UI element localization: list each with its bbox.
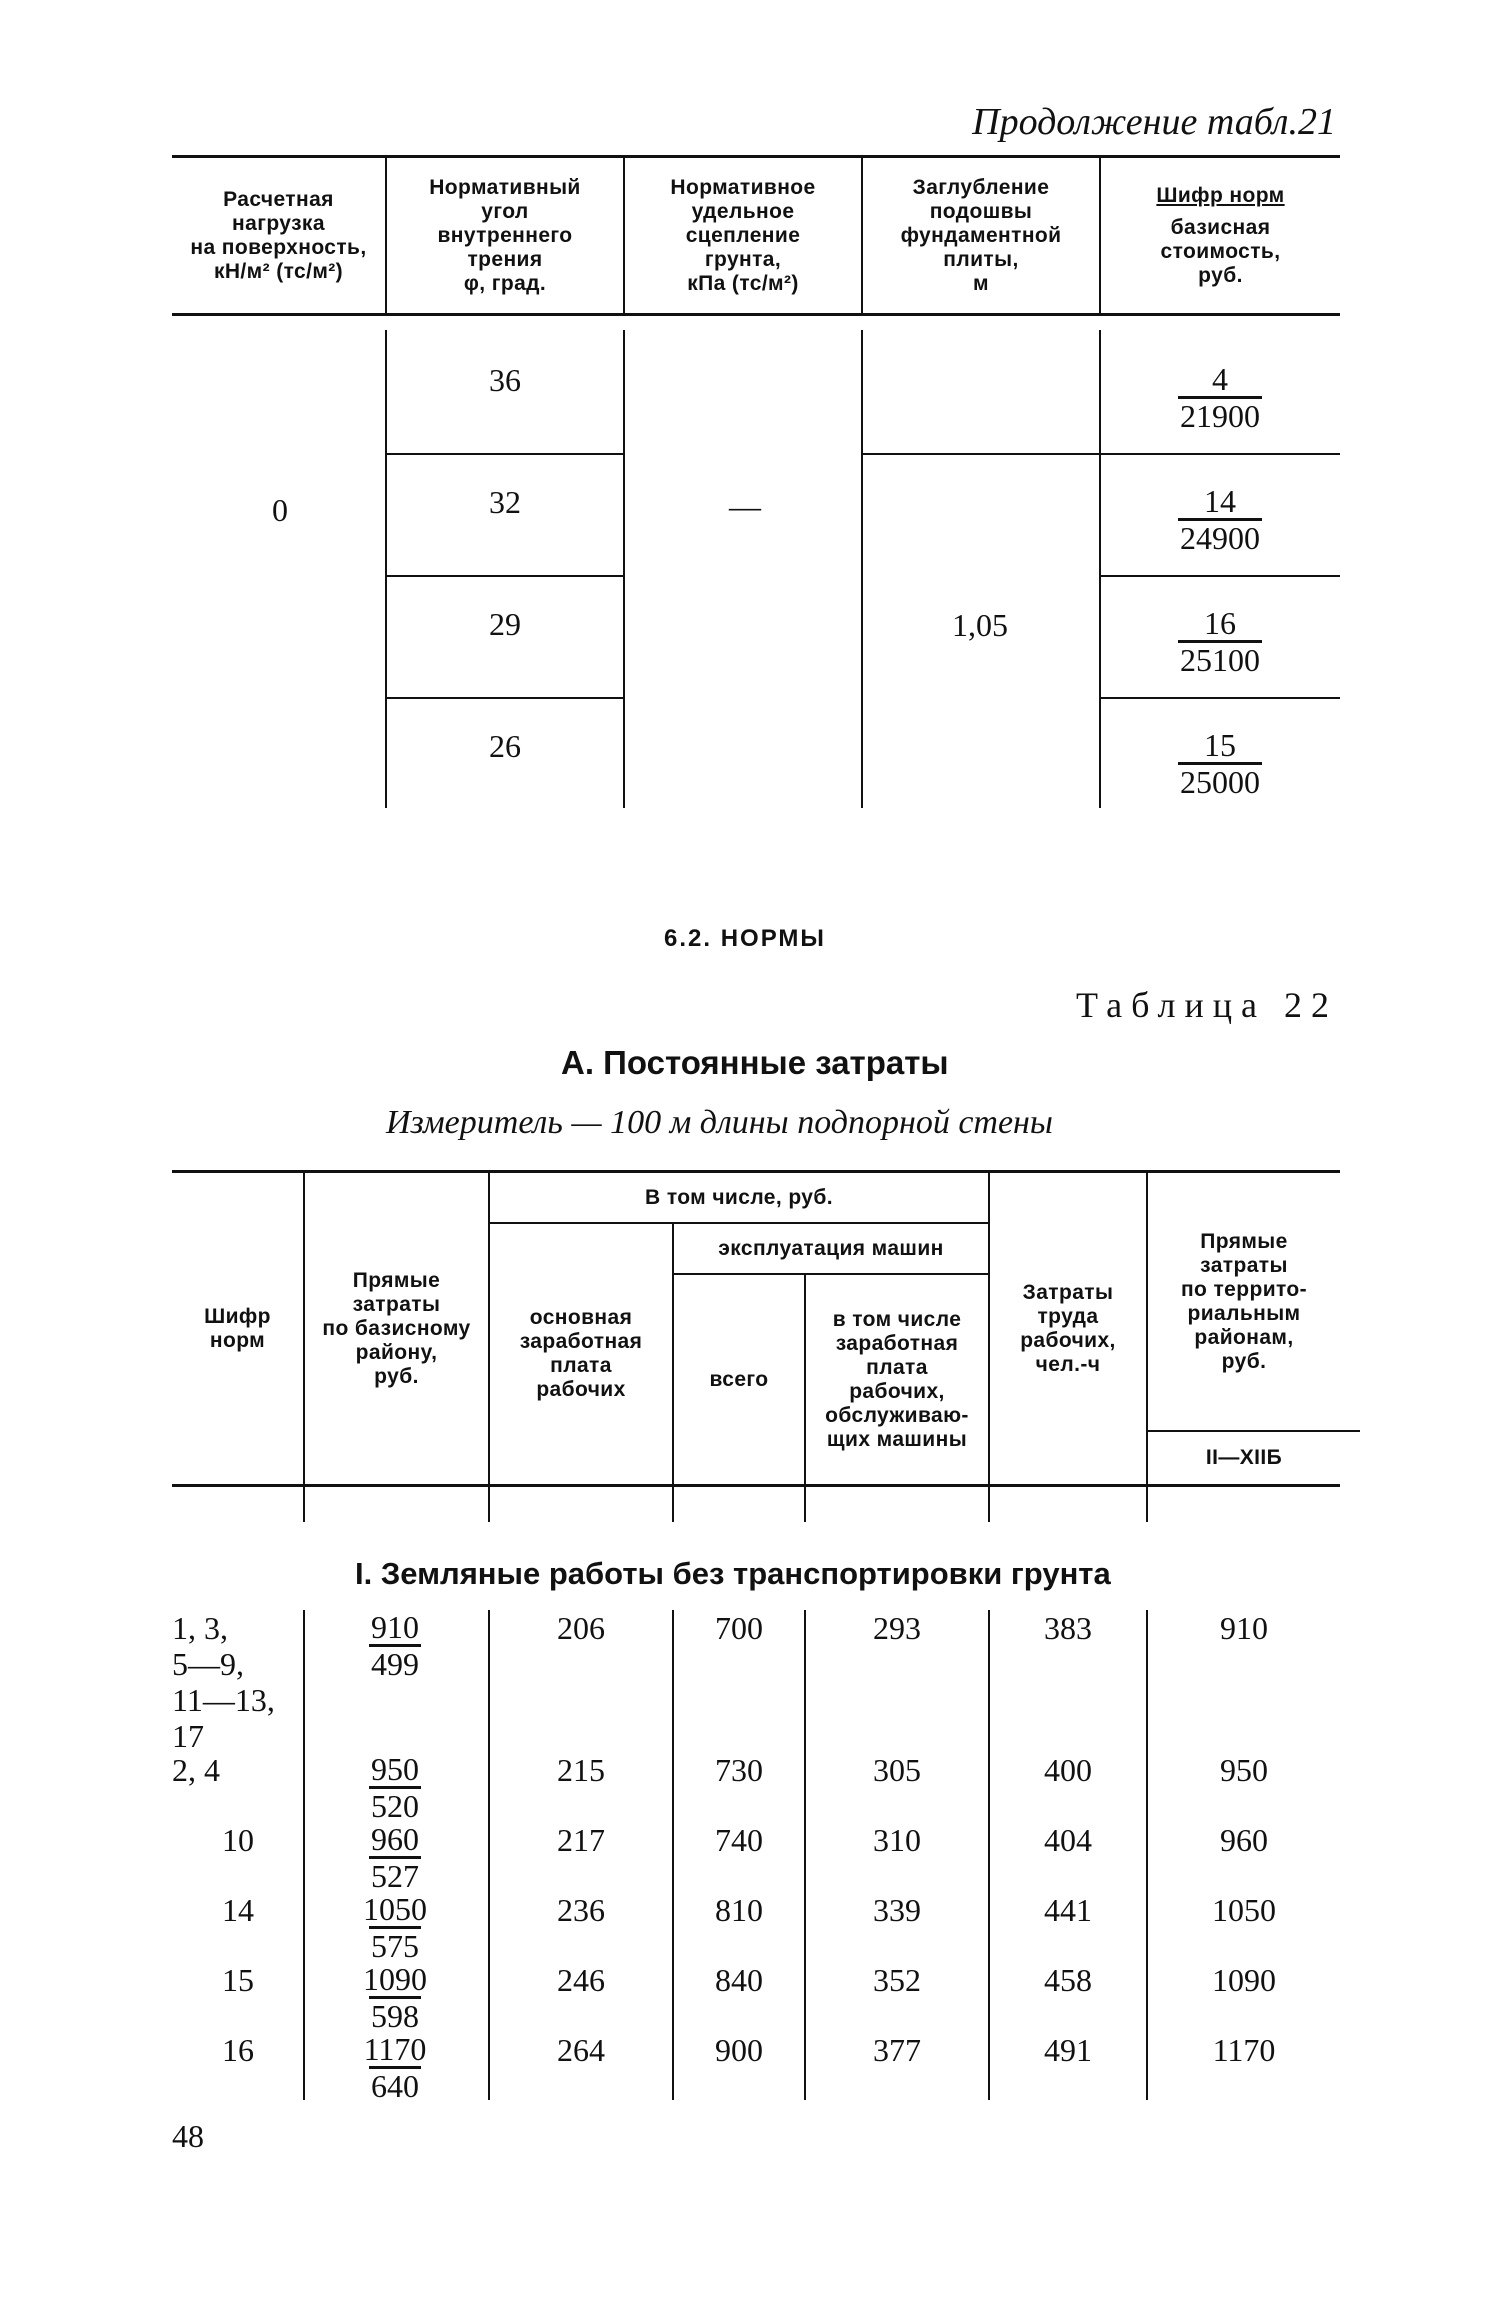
table22-row-labor: 441: [1044, 1892, 1092, 1928]
table21-cost: 24900: [1180, 520, 1260, 556]
table21-angle-value: 32: [489, 484, 521, 520]
table22-row-terr: 910: [1220, 1610, 1268, 1646]
table22-row-labor: 491: [1044, 2032, 1092, 2068]
table22-row-terr: 1090: [1212, 1962, 1276, 1998]
table21-code: 14: [1204, 483, 1236, 519]
direct-cost: 1050: [363, 1891, 427, 1927]
table22-row-machine-wage: 352: [873, 1962, 921, 1998]
table21-divider: [385, 330, 387, 808]
table21-header-depth: Заглубление подошвы фундаментной плиты, м: [900, 175, 1062, 295]
table22-row-terr: 1050: [1212, 1892, 1276, 1928]
table22-header-machine-wage: в том числе заработная плата рабочих, обслуживаю- щих машины: [825, 1307, 969, 1451]
direct-cost-sub: 575: [371, 1928, 419, 1964]
table22-divider: [303, 1610, 305, 2100]
table22-row-labor: 383: [1044, 1610, 1092, 1646]
table22-row-machine-wage: 339: [873, 1892, 921, 1928]
table21-divider: [861, 330, 863, 808]
table22-row-labor: 400: [1044, 1752, 1092, 1788]
table21-header-load: Расчетная нагрузка на поверхность, кН/м² (тс/м²): [190, 187, 367, 283]
table21-code-cost: [1170, 484, 1270, 555]
table21-code-cost: [1170, 362, 1270, 433]
table22-row-total: 900: [715, 2032, 763, 2068]
table22-row-terr: 950: [1220, 1752, 1268, 1788]
table22-row-total: 740: [715, 1822, 763, 1858]
table22-row-wage: 264: [557, 2032, 605, 2068]
table22-header-labor: Затраты труда рабочих, чел.-ч: [1020, 1280, 1116, 1376]
table22-header-total: всего: [709, 1367, 769, 1391]
table22-row-machine-wage: 305: [873, 1752, 921, 1788]
section-title: 6.2. НОРМЫ: [664, 925, 826, 952]
direct-cost-sub: 499: [371, 1646, 419, 1682]
table22-row-direct: [345, 2032, 445, 2103]
table22-header-wage: основная заработная плата рабочих: [519, 1306, 643, 1401]
table22-tick: [303, 1487, 305, 1522]
table21-header-code-bottom: базисная стоимость, руб.: [1160, 215, 1281, 287]
table22-header-region: II—XIIБ: [1205, 1446, 1283, 1469]
direct-cost: 950: [371, 1751, 419, 1787]
table22-tick: [488, 1487, 490, 1522]
table22-header-machines: эксплуатация машин: [718, 1236, 944, 1260]
direct-cost-sub: 520: [371, 1788, 419, 1824]
table21-row-rule: [385, 697, 625, 699]
table22-row-direct: [345, 1892, 445, 1963]
table21-row-rule: [385, 575, 625, 577]
table22-tick: [1146, 1487, 1148, 1522]
table22-row-wage: 246: [557, 1962, 605, 1998]
table22-row-direct: [345, 1610, 445, 1681]
table22-row-code: 1, 3, 5—9, 11—13, 17: [172, 1610, 275, 1754]
direct-cost-sub: 598: [371, 1998, 419, 2034]
table22-row-terr: 1170: [1212, 2032, 1276, 2068]
table21-cost: 21900: [1180, 398, 1260, 434]
table22-header-direct-base: Прямые затраты по базисному району, руб.: [322, 1268, 471, 1388]
table22-row-direct: [345, 1962, 445, 2033]
table21-angle-value: 29: [489, 606, 521, 642]
table21-depth-value: 1,05: [952, 607, 1008, 643]
table22-header-code: Шифр норм: [204, 1304, 271, 1352]
table-title: Таблица 22: [1076, 985, 1338, 1025]
page-number: 48: [172, 2118, 204, 2154]
direct-cost: 910: [371, 1609, 419, 1645]
table21-row-rule: [1099, 453, 1340, 455]
table22-header-direct-terr: Прямые затраты по террито- риальным районам, руб.: [1180, 1229, 1308, 1373]
table-subtitle: А. Постоянные затраты: [561, 1044, 949, 1081]
table21-angle-value: 26: [489, 728, 521, 764]
table21-header-code: [1101, 158, 1340, 313]
table22-row-machine-wage: 310: [873, 1822, 921, 1858]
table21-code: 15: [1204, 727, 1236, 763]
table21-divider: [623, 330, 625, 808]
table22-tick: [672, 1487, 674, 1522]
table22-row-code: 2, 4: [172, 1752, 220, 1788]
table21-code: 16: [1204, 605, 1236, 641]
direct-cost-sub: 527: [371, 1858, 419, 1894]
continuation-title: Продолжение табл.21: [972, 101, 1336, 143]
table21-divider: [1099, 330, 1101, 808]
table21-code-cost: [1170, 606, 1270, 677]
table22-row-terr: 960: [1220, 1822, 1268, 1858]
table22-row-code: 10: [222, 1822, 254, 1858]
table22-row-wage: 206: [557, 1610, 605, 1646]
table22-row-machine-wage: 377: [873, 2032, 921, 2068]
table21-code: 4: [1212, 361, 1228, 397]
table22-row-wage: 217: [557, 1822, 605, 1858]
table22-header-incl: В том числе, руб.: [645, 1185, 833, 1209]
table22-row-labor: 458: [1044, 1962, 1092, 1998]
table21-cohesion-value: —: [729, 488, 761, 524]
table21-cost: 25100: [1180, 642, 1260, 678]
direct-cost-sub: 640: [371, 2068, 419, 2104]
table22-row-wage: 215: [557, 1752, 605, 1788]
table21-angle-value: 36: [489, 362, 521, 398]
direct-cost: 1170: [363, 2031, 427, 2067]
measure-unit: Измеритель — 100 м длины подпорной стены: [386, 1104, 1053, 1141]
table21-row-rule: [861, 453, 1101, 455]
table21-load-value: 0: [272, 492, 288, 528]
table21-cost: 25000: [1180, 764, 1260, 800]
table22-row-code: 15: [222, 1962, 254, 1998]
direct-cost: 960: [371, 1821, 419, 1857]
table21-header-cohesion: Нормативное удельное сцепление грунта, кПа (тс/м²): [670, 175, 816, 295]
table22-header-rule: [172, 1484, 1340, 1487]
table22-row-total: 810: [715, 1892, 763, 1928]
table22-row-machine-wage: 293: [873, 1610, 921, 1646]
table22-row-direct: [345, 1822, 445, 1893]
table21-header-code-top: Шифр норм: [1156, 183, 1285, 207]
table21-row-rule: [1099, 575, 1340, 577]
table21-header-angle: Нормативный угол внутреннего трения φ, град.: [429, 175, 581, 295]
table22-row-total: 730: [715, 1752, 763, 1788]
table22-row-code: 14: [222, 1892, 254, 1928]
table22-tick: [804, 1487, 806, 1522]
table22-row-total: 840: [715, 1962, 763, 1998]
table22-row-direct: [345, 1752, 445, 1823]
table21-row-rule: [1099, 697, 1340, 699]
table22-row-total: 700: [715, 1610, 763, 1646]
table22-row-code: 16: [222, 2032, 254, 2068]
table21-code-cost: [1170, 728, 1270, 799]
table22-tick: [988, 1487, 990, 1522]
table22-row-labor: 404: [1044, 1822, 1092, 1858]
table21-header-rule: [172, 313, 1340, 316]
direct-cost: 1090: [363, 1961, 427, 1997]
table22-group-title: I. Земляные работы без транспортировки грунта: [355, 1556, 1111, 1591]
table22-row-wage: 236: [557, 1892, 605, 1928]
table21-row-rule: [385, 453, 625, 455]
